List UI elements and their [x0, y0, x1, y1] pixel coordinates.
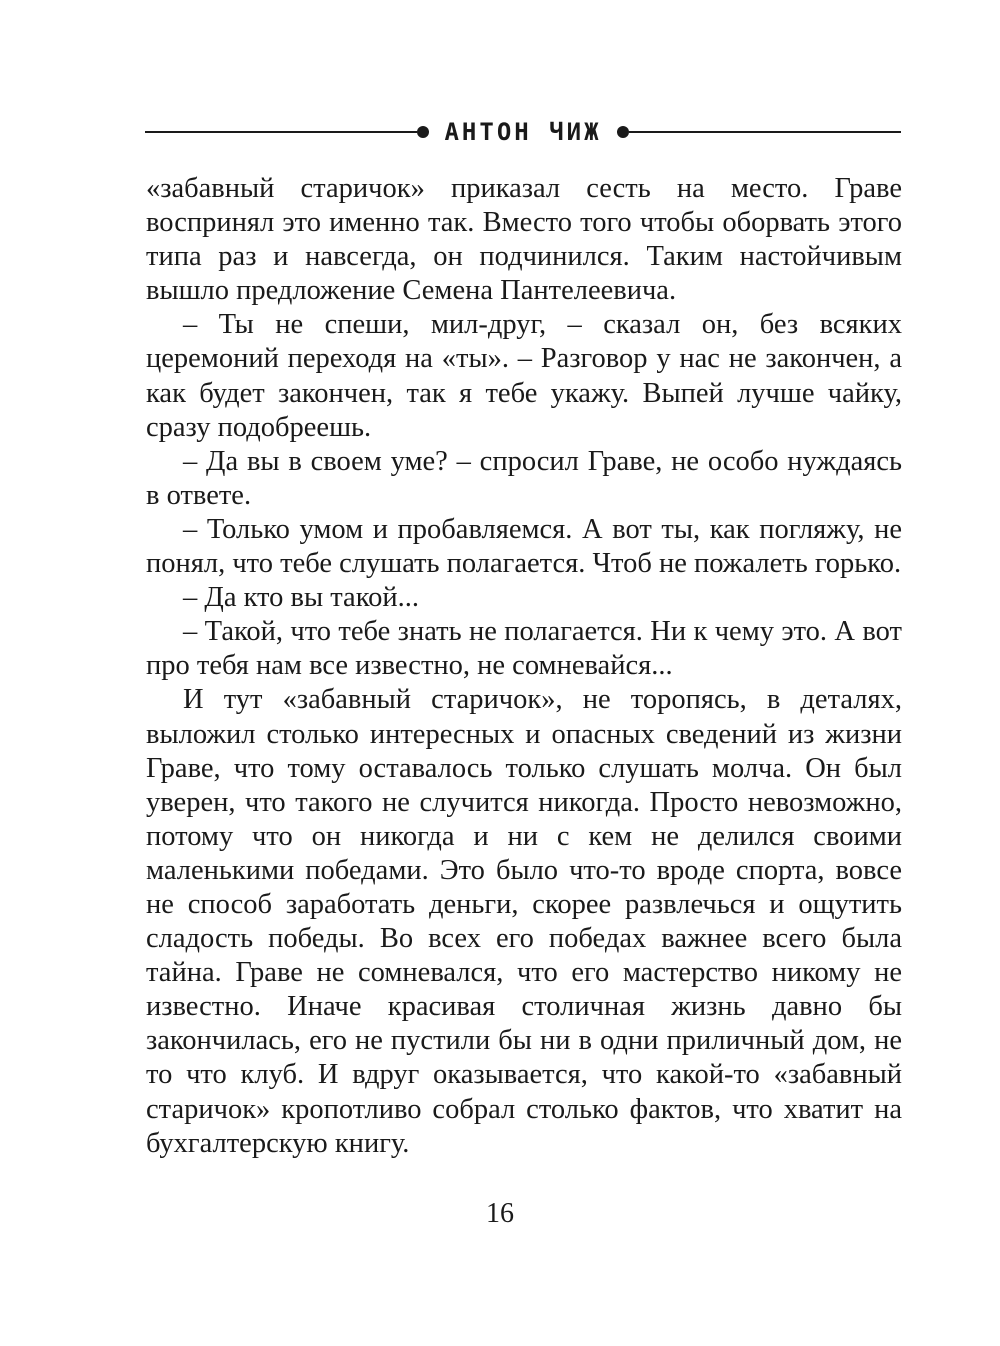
paragraph: «забавный старичок» приказал сесть на место. Граве воспринял это именно так. Вместо того чтобы оборвать этого типа раз и навсегда, он подчинился. Таким настойчивым вышло предложение Семена Пантелеевича.	[146, 173, 902, 307]
paragraph: – Ты не спеши, мил-друг, – сказал он, без всяких церемоний переходя на «ты». – Разговор у нас не закончен, а как будет закончен, так я тебе укажу. Выпей лучше чайку, сразу подобреешь.	[146, 309, 902, 443]
header-author: АНТОН ЧИЖ	[444, 118, 602, 146]
paragraph: – Такой, что тебе знать не полагается. Ни к чему это. А вот про тебя нам все известно, не сомневайся...	[146, 616, 902, 682]
paragraph: – Только умом и пробавляемся. А вот ты, как погляжу, не понял, что тебе слушать полагается. Чтоб не пожалеть горько.	[146, 513, 902, 580]
header-bullet-left	[417, 126, 429, 138]
header-bullet-right	[617, 126, 629, 138]
running-header	[145, 114, 901, 150]
paragraph: И тут «забавный старичок», не торопясь, в деталях, выложил столько интересных и опасных сведений из жизни Граве, что тому оставалось только слушать молча. Он был уверен, что такого не случится никогда. Просто невозможно, потому что он никогда и ни с кем не делился своими маленькими победами. Это было что-то вроде спорта, вовсе не способ заработать деньги, скорее развлечься и ощутить сладость победы. Во всех его победах важнее всего была тайна. Граве не сомневался, что его мастерство никому не известно. Иначе красивая столичная жизнь давно бы закончилась, его не пустили бы ни в одни приличный дом, не то что клуб. И вдруг оказывается, что какой-то «забавный старичок» кропотливо собрал столько фактов, что хватит на бухгалтерскую книгу.	[146, 684, 902, 1159]
header-rule-left	[145, 131, 417, 133]
page-number: 16	[486, 1198, 514, 1229]
paragraph: – Да вы в своем уме? – спросил Граве, не особо нуждаясь в ответе.	[146, 445, 902, 511]
page-body	[146, 172, 902, 1161]
paragraph: – Да кто вы такой...	[183, 582, 419, 614]
header-rule-right	[629, 131, 901, 133]
